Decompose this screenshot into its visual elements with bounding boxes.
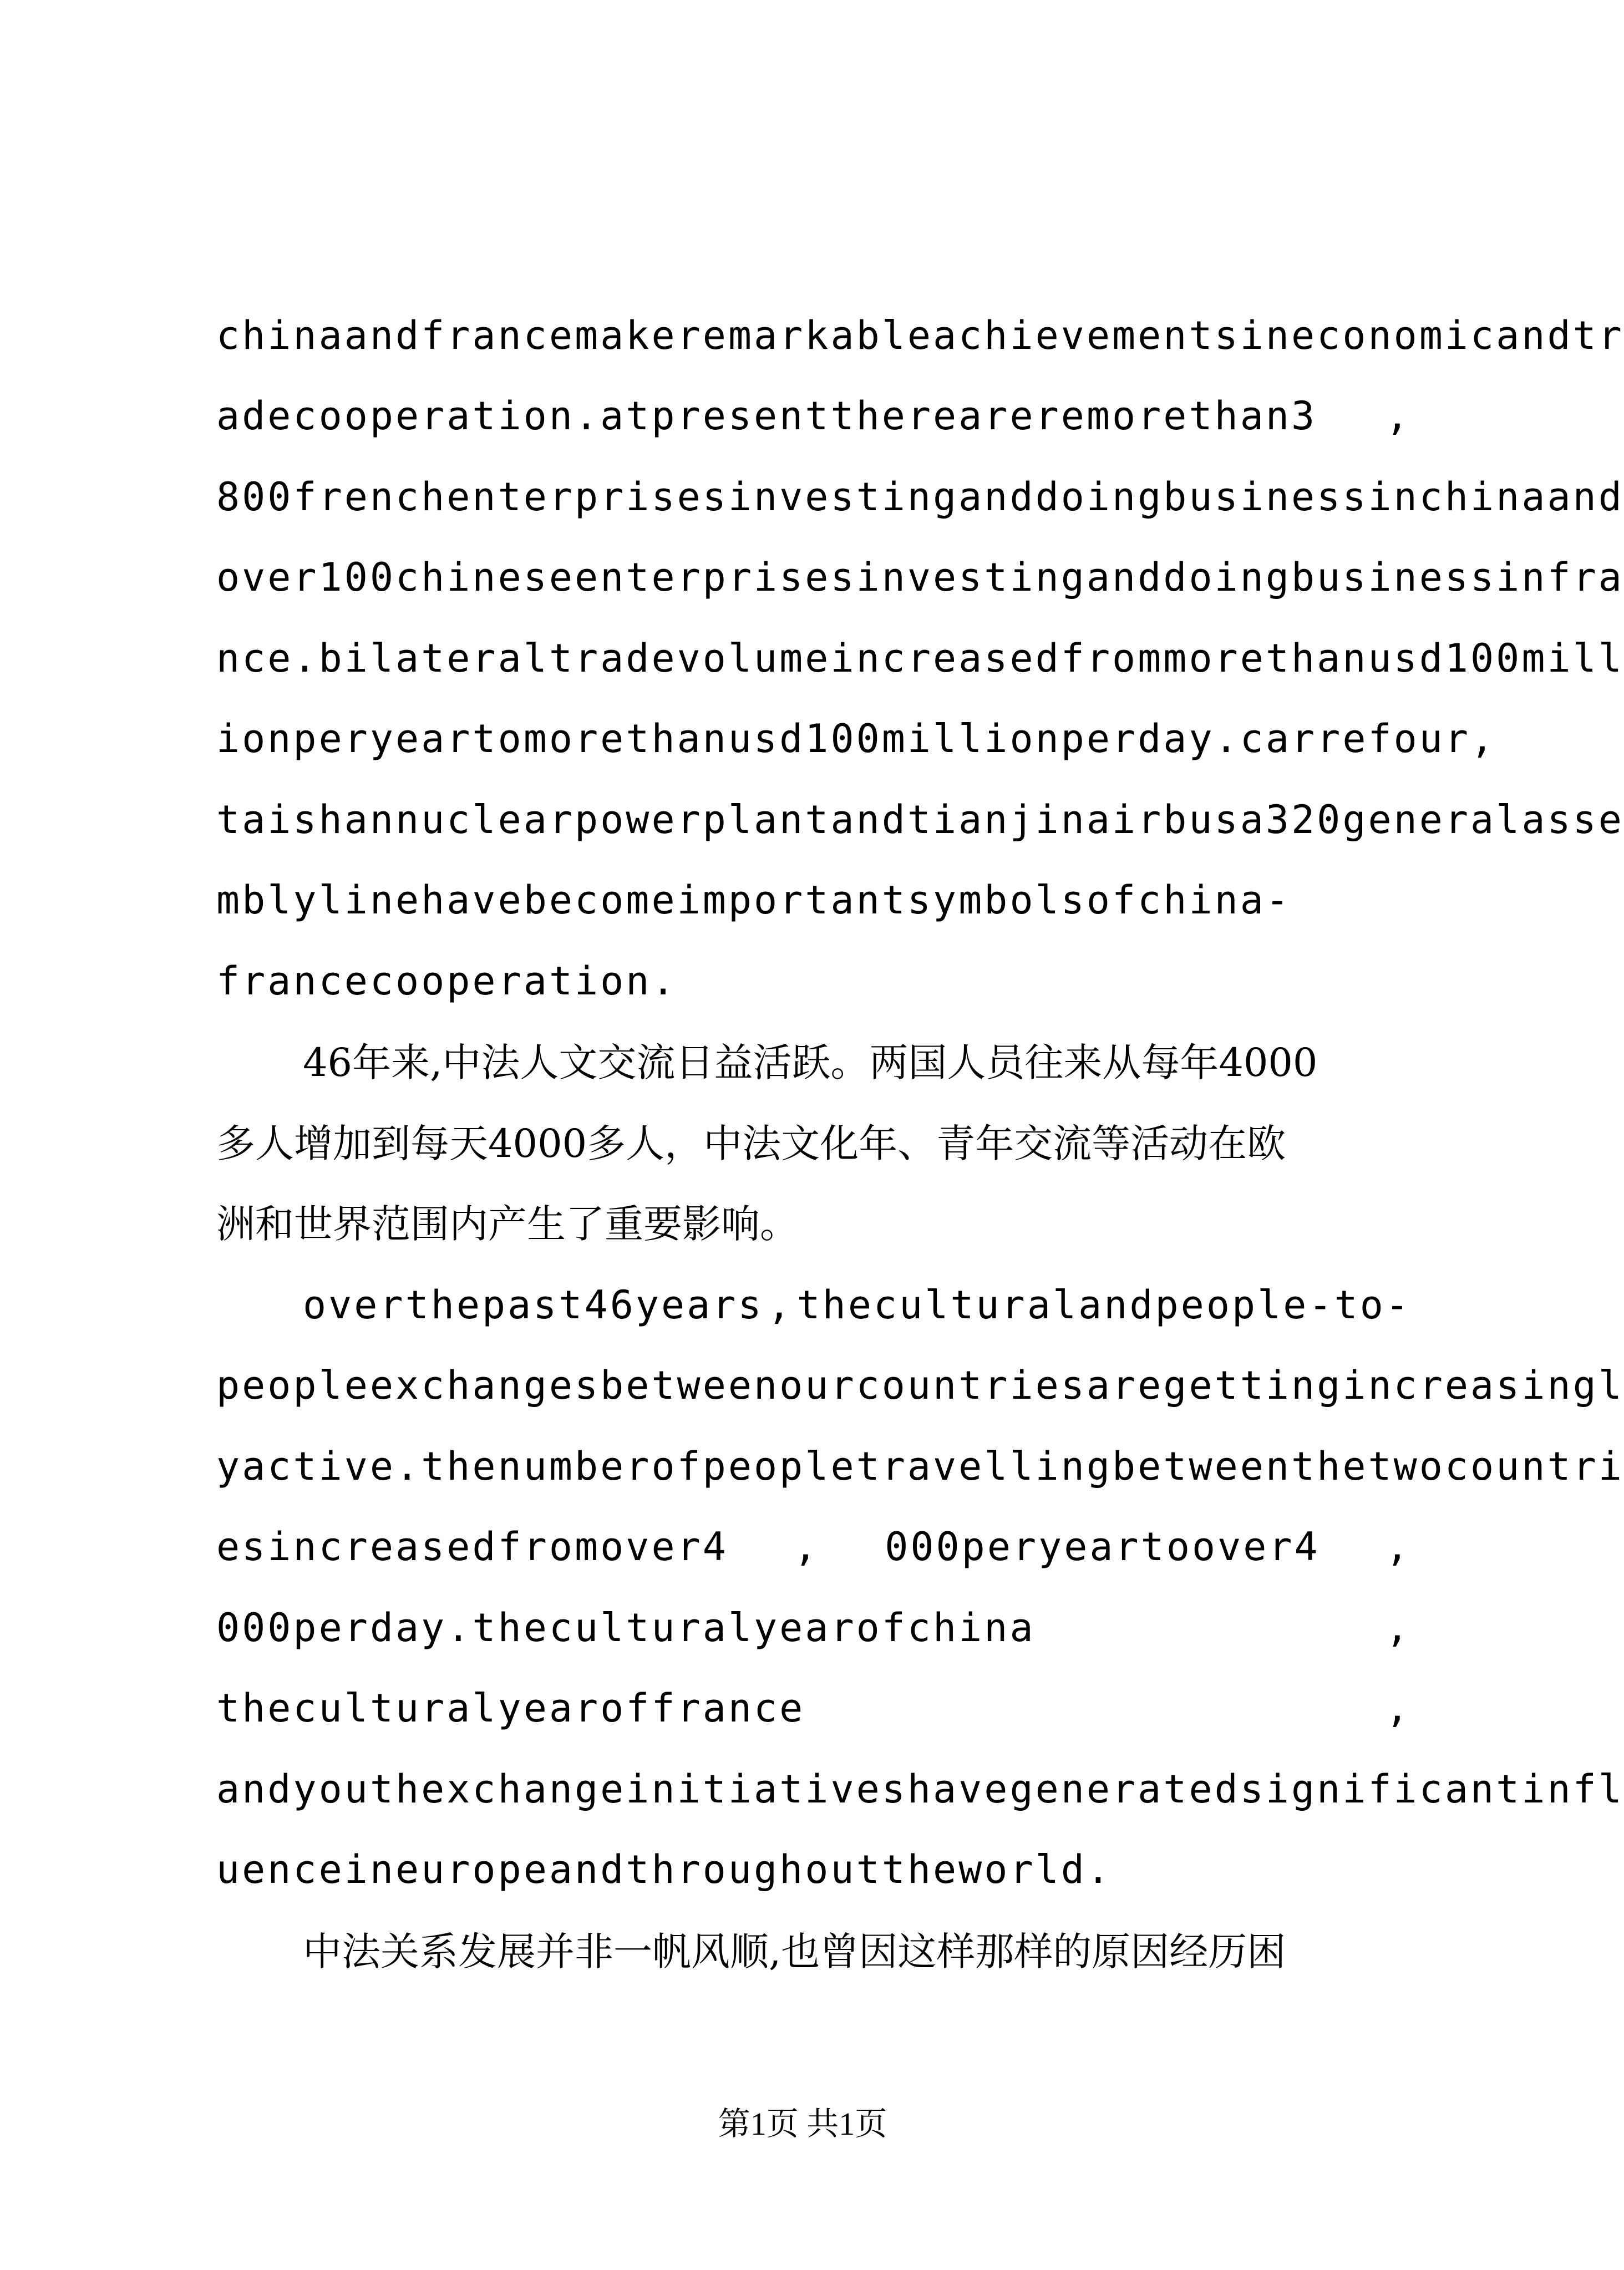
text-segment: ionperyeartomorethanusd100millionperday.carrefour: [216, 716, 1471, 761]
text-line: 800frenchenterprisesinvestinganddoingbusinessinchinaand: [216, 474, 1624, 520]
text-line: andyouthexchangeinitiativeshavegeneratedsignificantinfl: [216, 1766, 1624, 1812]
text-segment: ,: [767, 1282, 793, 1328]
text-line: [216, 711, 1496, 766]
text-line: yactive.thenumberofpeopletravellingbetweenthetwocountri: [216, 1444, 1624, 1489]
text-segment: ,: [1385, 1605, 1411, 1651]
text-segment: 000perday.theculturalyearofchina: [216, 1605, 1036, 1651]
text-line: francecooperation.: [216, 958, 677, 1004]
text-segment: adecooperation.atpresentthereareremorethan3: [216, 393, 1317, 439]
text-line: taishannuclearpowerplantandtianjinairbusa320generalasse: [216, 797, 1624, 842]
text-segment: ,: [1385, 1524, 1411, 1570]
text-line: [216, 388, 1411, 444]
text-segment: theculturalandpeople-to-: [796, 1282, 1411, 1328]
text-line: 46年来,中法人文交流日益活跃。两国人员往来从每年4000: [303, 1040, 1318, 1085]
text-line: 洲和世界范围内产生了重要影响。: [216, 1201, 799, 1247]
text-line: [216, 1519, 1411, 1575]
text-segment: ,: [1470, 716, 1496, 761]
text-segment: ,: [1385, 1685, 1411, 1731]
text-segment: ,: [1385, 393, 1411, 439]
text-line: [216, 1680, 1411, 1736]
text-line: 中法关系发展并非一帆风顺,也曾因这样那样的原因经历困: [303, 1929, 1286, 1974]
text-line: chinaandfrancemakeremarkableachievementsineconomicandtr: [216, 313, 1624, 358]
text-line: over100chineseenterprisesinvestinganddoingbusinessinfra: [216, 555, 1624, 600]
text-segment: 000peryeartoover4: [885, 1524, 1320, 1570]
text-line: peopleexchangesbetweenourcountriesaregettingincreasingl: [216, 1363, 1624, 1408]
text-line: nce.bilateraltradevolumeincreasedfrommorethanusd100mill: [216, 636, 1624, 681]
text-line: [303, 1277, 1411, 1333]
text-segment: ,: [793, 1524, 820, 1570]
text-line: mblylinehavebecomeimportantsymbolsofchina-: [216, 877, 1292, 923]
page-footer: 第1页 共1页: [718, 2106, 887, 2142]
text-line: 多人增加到每天4000多人，中法文化年、青年交流等活动在欧: [216, 1121, 1286, 1166]
text-segment: esincreasedfromover4: [216, 1524, 728, 1570]
text-segment: overthepast46years: [303, 1282, 764, 1328]
text-line: [216, 1600, 1411, 1655]
text-segment: theculturalyearoffrance: [216, 1685, 805, 1731]
text-line: uenceineuropeandthroughouttheworld.: [216, 1847, 1113, 1892]
